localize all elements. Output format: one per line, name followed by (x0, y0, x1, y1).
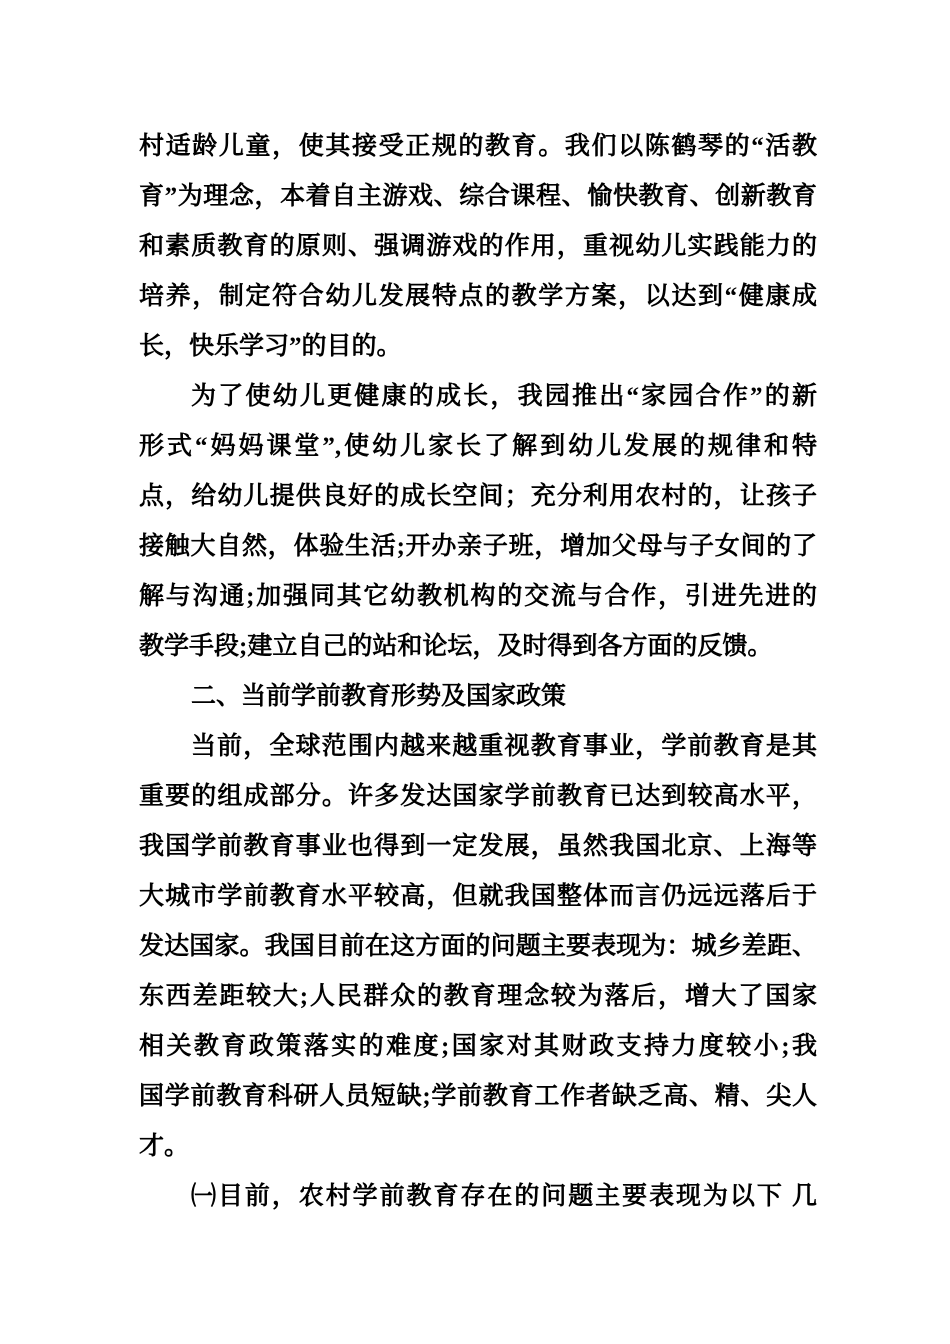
text-line: ㈠目前，农村学前教育存在的问题主要表现为以下 几 (191, 1183, 817, 1210)
text-line: 村适龄儿童，使其接受正规的教育。我们以陈鹤琴的“活教 (139, 133, 817, 160)
text-line: 发达国家。我国目前在这方面的问题主要表现为：城乡差距、 (139, 933, 817, 960)
text-line: 才。 (139, 1133, 190, 1160)
text-line: 形式“妈妈课堂”,使幼儿家长了解到幼儿发展的规律和特 (139, 433, 817, 460)
text-line: 为了使幼儿更健康的成长，我园推出“家园合作”的新 (191, 383, 817, 410)
text-line: 大城市学前教育水平较高，但就我国整体而言仍远远落后于 (139, 883, 817, 910)
text-line: 重要的组成部分。许多发达国家学前教育已达到较高水平， (139, 783, 817, 810)
text-line: 教学手段;建立自己的站和论坛，及时得到各方面的反馈。 (139, 633, 773, 660)
text-line: 接触大自然，体验生活;开办亲子班，增加父母与子女间的了 (139, 533, 817, 560)
text-line: 培养，制定符合幼儿发展特点的教学方案，以达到“健康成 (139, 283, 817, 310)
text-line: 东西差距较大;人民群众的教育理念较为落后，增大了国家 (139, 983, 817, 1010)
section-heading: 二、当前学前教育形势及国家政策 (191, 683, 567, 710)
text-line: 点，给幼儿提供良好的成长空间；充分利用农村的，让孩子 (139, 483, 817, 510)
text-line: 育”为理念，本着自主游戏、综合课程、愉快教育、创新教育 (139, 183, 817, 210)
text-line: 相关教育政策落实的难度;国家对其财政支持力度较小;我 (139, 1033, 817, 1060)
text-line: 我国学前教育事业也得到一定发展，虽然我国北京、上海等 (139, 833, 817, 860)
text-block (139, 122, 817, 1222)
text-line: 解与沟通;加强同其它幼教机构的交流与合作，引进先进的 (139, 583, 817, 610)
text-line: 当前，全球范围内越来越重视教育事业，学前教育是其 (191, 733, 817, 760)
text-line: 和素质教育的原则、强调游戏的作用，重视幼儿实践能力的 (139, 233, 817, 260)
text-line: 长，快乐学习”的目的。 (139, 333, 402, 360)
text-line: 国学前教育科研人员短缺;学前教育工作者缺乏高、精、尖人 (139, 1083, 817, 1110)
